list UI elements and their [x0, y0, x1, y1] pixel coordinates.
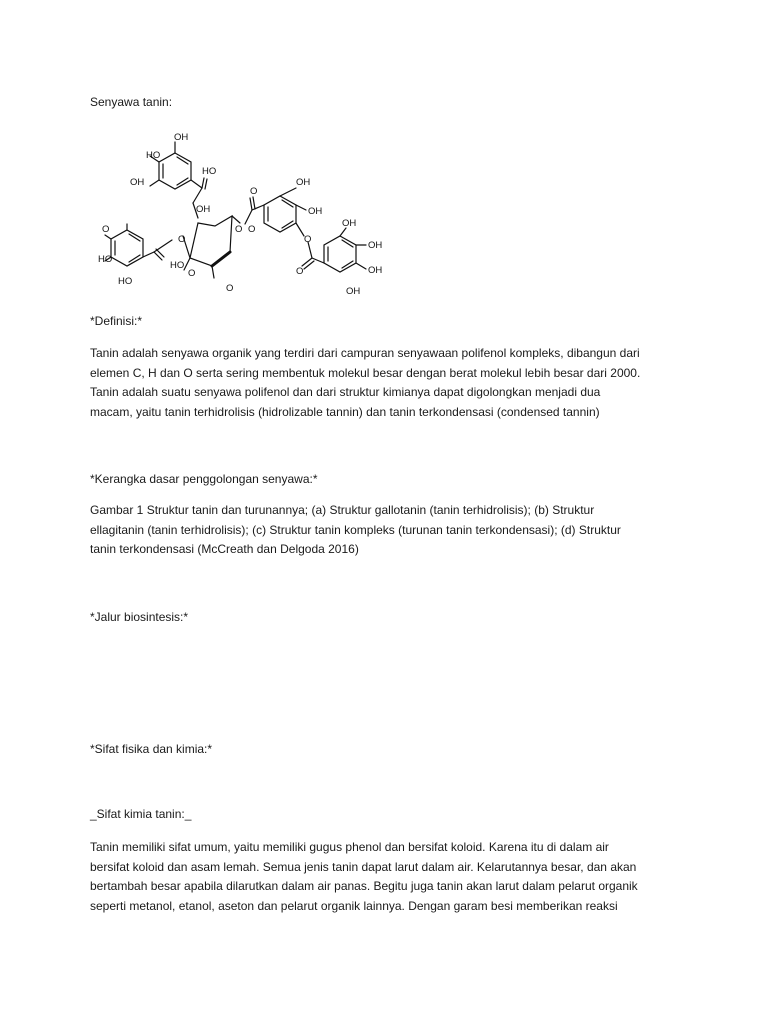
- kerangka-line-3: tanin terkondensasi (McCreath dan Delgoda 2016): [90, 542, 359, 556]
- heading-senyawa-tanin: Senyawa tanin:: [90, 95, 173, 109]
- top-galloyl-ring: [159, 153, 191, 189]
- sifat-kimia-line-1: Tanin memiliki sifat umum, yaitu memiliki gugus phenol dan bersifat koloid. Karena itu di dalam air: [90, 840, 609, 854]
- atom-label: OH: [308, 206, 323, 217]
- atom-label: OH: [342, 218, 357, 229]
- atom-label: O: [235, 224, 243, 235]
- definisi-line-3: Tanin adalah suatu senyawa polifenol dan dari struktur kimianya dapat digolongkan menjadi dua: [90, 385, 601, 399]
- right-lower-galloyl-ring: [324, 236, 356, 272]
- sifat-kimia-line-4: seperti metanol, etanol, aseton dan pelarut organik lainnya. Dengan garam besi memberikan reaksi: [90, 898, 618, 913]
- atom-label: OH: [346, 286, 361, 297]
- heading-jalur-biosintesis: *Jalur biosintesis:*: [90, 610, 189, 624]
- kerangka-line-1: Gambar 1 Struktur tanin dan turunannya; (a) Struktur gallotanin (tanin terhidrolisis); (b) Struktur: [90, 503, 595, 517]
- sifat-kimia-line-3: bertambah besar apabila dilarutkan dalam air panas. Begitu juga tanin akan larut dalam pelarut organik: [90, 879, 638, 893]
- heading-definisi: *Definisi:*: [90, 314, 143, 328]
- definisi-line-4: macam, yaitu tanin terhidrolisis (hidrolizable tannin) dan tanin terkondensasi (condensed tannin): [90, 404, 600, 419]
- atom-label: O: [304, 234, 312, 245]
- paragraph-kerangka-dasar: [90, 501, 690, 560]
- atom-label: O: [178, 234, 186, 245]
- atom-label: OH: [296, 177, 311, 188]
- atom-label: OH: [196, 204, 211, 215]
- atom-label: O: [102, 224, 110, 235]
- right-upper-galloyl-ring: [264, 196, 296, 232]
- atom-label: HO: [118, 276, 133, 287]
- atom-label: OH: [174, 132, 189, 143]
- atom-label: O: [226, 283, 234, 294]
- definisi-line-1: Tanin adalah senyawa organik yang terdiri dari campuran senyawaan polifenol kompleks, dibangun dari: [90, 346, 640, 360]
- tannin-chemical-structure: [90, 128, 390, 298]
- glucose-ring: [190, 216, 232, 266]
- paragraph-sifat-kimia: [90, 838, 690, 916]
- paragraph-definisi: [90, 344, 690, 422]
- atom-label: OH: [368, 240, 383, 251]
- heading-sifat-kimia-tanin: _Sifat kimia tanin:_: [90, 807, 192, 821]
- atom-label: O: [188, 268, 196, 279]
- atom-label: O: [296, 266, 304, 277]
- atom-label: HO: [146, 150, 161, 161]
- atom-label: OH: [130, 177, 145, 188]
- tannin-structure-svg: [90, 128, 390, 298]
- heading-kerangka-dasar: *Kerangka dasar penggolongan senyawa:*: [90, 472, 318, 486]
- atom-label: OH: [368, 265, 383, 276]
- definisi-line-2: elemen C, H dan O serta sering membentuk molekul besar dengan berat molekul lebih besar dari 2000.: [90, 365, 641, 380]
- left-galloyl-ring: [111, 230, 143, 266]
- heading-sifat-fisika-kimia: *Sifat fisika dan kimia:*: [90, 742, 213, 756]
- kerangka-line-2: ellagitanin (tanin terhidrolisis); (c) Struktur tanin kompleks (turunan tanin terkondensasi); (d) Struktur: [90, 522, 621, 537]
- atom-label: HO: [98, 254, 113, 265]
- atom-label: HO: [202, 166, 217, 177]
- atom-label: O: [248, 224, 256, 235]
- atom-label: HO: [170, 260, 185, 271]
- atom-label: O: [250, 186, 258, 197]
- sifat-kimia-line-2: bersifat koloid dan asam lemah. Semua jenis tanin dapat larut dalam air. Kelarutannya besar, dan akan: [90, 859, 637, 874]
